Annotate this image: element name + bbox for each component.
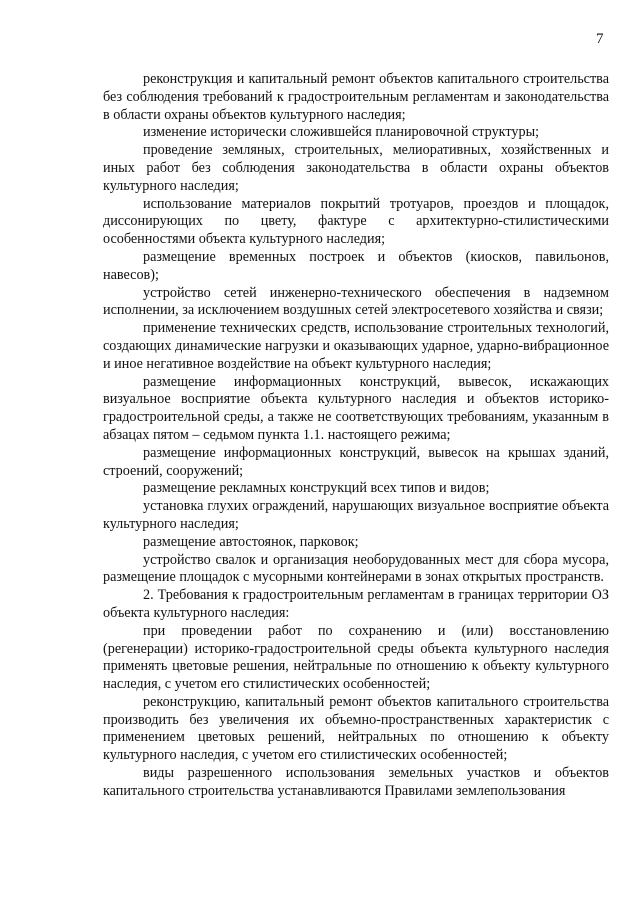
- paragraph: размещение информационных конструкций, вывесок, искажающих визуальное восприятие объекта культурного наследия и объектов историко-градостроительной среды, а также не соответствующих требованиям, указанным в абзацах пятом – седьмом пункта 1.1. настоящего режима;: [103, 373, 609, 443]
- paragraph: устройство сетей инженерно-технического обеспечения в надземном исполнении, за исключением воздушных сетей электросетевого хозяйства и связи;: [103, 284, 609, 319]
- paragraph: виды разрешенного использования земельных участков и объектов капитального строительства устанавливаются Правилами землепользования: [103, 765, 609, 799]
- paragraph: реконструкция и капитальный ремонт объектов капитального строительства без соблюдения требований к градостроительным регламентам и законодательства в области охраны объектов культурного наследия;: [103, 71, 609, 123]
- paragraph: применение технических средств, использование строительных технологий, создающих динамические нагрузки и оказывающих ударное, ударно-вибрационное и иное негативное воздействие на объект культурного наследия;: [103, 320, 609, 372]
- paragraph: использование материалов покрытий тротуаров, проездов и площадок, диссонирующих по цвету, фактуре с архитектурно-стилистическими особенностями объекта культурного наследия;: [103, 195, 609, 248]
- page-number: 7: [596, 31, 604, 47]
- paragraph: при проведении работ по сохранению и (или) восстановлению (регенерации) историко-градостроительной среды объекта культурного наследия применять цветовые решения, нейтральные по отношению к объекту культурного наследия, с учетом его стилистических особенностей;: [103, 622, 609, 693]
- paragraph: проведение земляных, строительных, мелиоративных, хозяйственных и иных работ без соблюдения законодательства в области охраны объектов культурного наследия;: [103, 142, 609, 194]
- paragraph: размещение информационных конструкций, вывесок на крышах зданий, строений, сооружений;: [103, 444, 609, 479]
- paragraph: установка глухих ограждений, нарушающих визуальное восприятие объекта культурного наследия;: [103, 498, 609, 532]
- section-heading: 2. Требования к градостроительным регламентам в границах территории ОЗ объекта культурного наследия:: [103, 587, 609, 621]
- paragraph: изменение исторически сложившейся планировочной структуры;: [143, 124, 540, 141]
- paragraph: реконструкцию, капитальный ремонт объектов капитального строительства производить без увеличения их объемно-пространственных характеристик с применением цветовых решений, нейтральных по отношению к объекту культурного наследия, с учетом его стилистических особенностей;: [103, 693, 609, 764]
- paragraph: размещение рекламных конструкций всех типов и видов;: [143, 480, 490, 497]
- paragraph: размещение автостоянок, парковок;: [143, 533, 359, 550]
- document-body: [103, 71, 609, 801]
- paragraph: размещение временных построек и объектов (киосков, павильонов, навесов);: [103, 248, 609, 283]
- paragraph: устройство свалок и организация необорудованных мест для сбора мусора, размещение площадок с мусорными контейнерами в зонах открытых пространств.: [103, 551, 609, 586]
